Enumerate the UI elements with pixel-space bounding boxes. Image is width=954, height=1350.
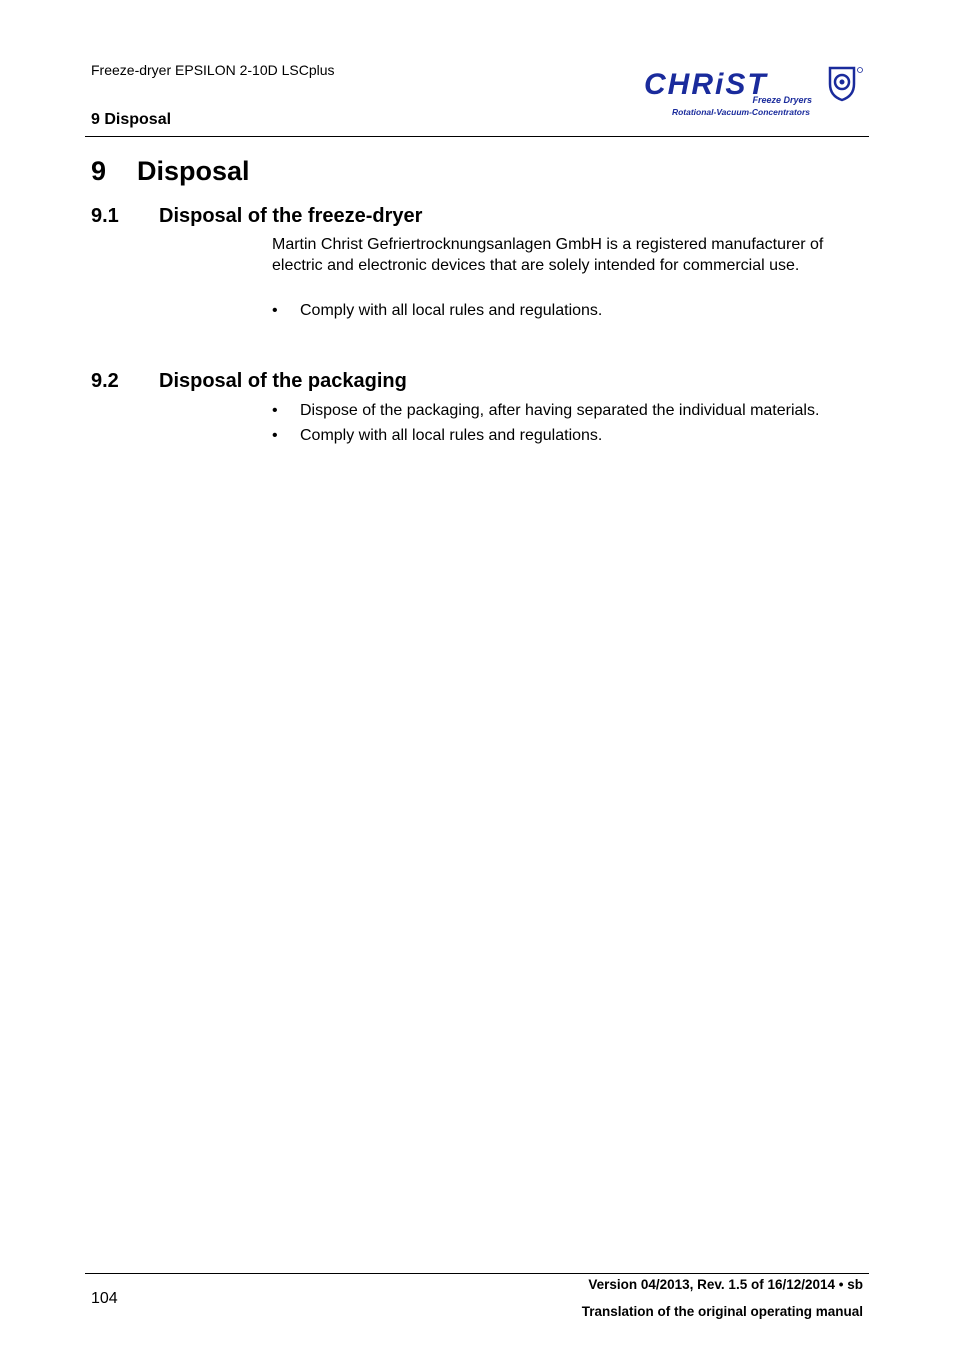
footer-translation-note: Translation of the original operating manual <box>581 1304 863 1319</box>
logo-brand-text: CHRiST <box>644 68 768 101</box>
bullet-list <box>272 301 866 326</box>
header-divider <box>85 136 869 137</box>
list-item-text: Comply with all local rules and regulations. <box>300 426 603 444</box>
page-number: 104 <box>91 1290 118 1307</box>
footer-version: Version 04/2013, Rev. 1.5 of 16/12/2014 • sb <box>588 1277 863 1292</box>
list-item-text: Dispose of the packaging, after having separated the individual materials. <box>300 402 820 419</box>
logo-emblem-icon <box>830 68 854 100</box>
section-title: Disposal of the packaging <box>159 370 407 392</box>
bullet-list <box>272 401 866 450</box>
document-product-name: Freeze-dryer EPSILON 2-10D LSCplus <box>91 62 335 78</box>
list-item: • Comply with all local rules and regulations. <box>272 302 603 319</box>
section-number: 9.2 <box>91 370 119 392</box>
list-item-text: Comply with all local rules and regulations. <box>300 302 603 319</box>
chapter-number: 9 <box>91 156 107 186</box>
logo-tagline-2: Rotational-Vacuum-Concentrators <box>671 107 810 117</box>
logo-tagline-1: Freeze Dryers <box>752 95 812 105</box>
section-number: 9.1 <box>91 205 119 227</box>
running-section-title: 9 Disposal <box>91 111 172 128</box>
section-paragraph: Martin Christ Gefriertrocknungsanlagen GmbH is a registered manufacturer of electric and electronic devices that are solely intended for commercial use. <box>272 236 824 274</box>
section-title: Disposal of the freeze-dryer <box>159 205 423 227</box>
footer-divider <box>85 1273 869 1274</box>
list-item: • Comply with all local rules and regulations. <box>272 426 603 444</box>
christ-logo <box>640 64 866 118</box>
chapter-title: Disposal <box>137 156 250 186</box>
list-item: • Dispose of the packaging, after having separated the individual materials. <box>272 402 820 419</box>
